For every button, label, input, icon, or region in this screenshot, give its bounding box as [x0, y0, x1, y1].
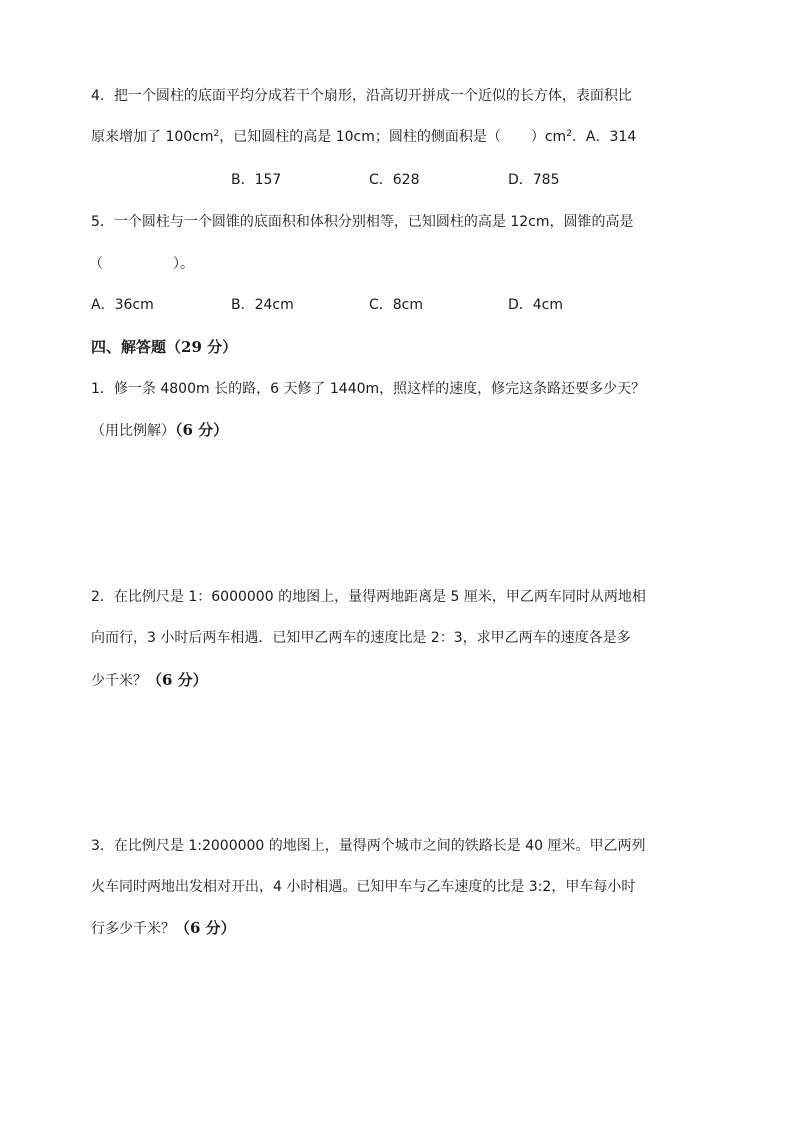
p2-score: （6 分） [147, 671, 208, 689]
q5-option-c: C．8cm [369, 297, 424, 313]
q4-text-b: ，已知圆柱的高是 10cm；圆柱的侧面积是（ [219, 129, 501, 145]
p1-line-1: 1．修一条 4800m 长的路，6 天修了 1440m，照这样的速度，修完这条路还要多少天？ [91, 381, 646, 397]
q5-line-2 [89, 254, 194, 274]
p3-text: 行多少千米？ [91, 921, 175, 937]
q4-text-c: ）cm [530, 129, 567, 145]
q5-option-b: B．24cm [231, 297, 294, 313]
p3-score: （6 分） [175, 919, 236, 937]
q5-paren-open: （ [89, 256, 103, 272]
p3-line-3 [91, 918, 236, 939]
q4-sup-1: 2 [213, 129, 220, 139]
p1-method: （用比例解） [91, 423, 175, 439]
p1-line-2 [91, 420, 228, 441]
p2-text: 少千米？ [91, 673, 147, 689]
q4-sup-2: 2 [566, 129, 572, 139]
q4-text-a: 原来增加了 100cm [91, 129, 214, 145]
p2-line-2: 向而行，3 小时后两车相遇．已知甲乙两车的速度比是 2：3，求甲乙两车的速度各是多 [91, 630, 631, 646]
q5-line-1: 5．一个圆柱与一个圆锥的底面积和体积分别相等，已知圆柱的高是 12cm，圆锥的高是 [91, 214, 634, 230]
q5-option-d: D．4cm [508, 297, 564, 313]
section-heading [91, 337, 237, 357]
q4-line-1: 4．把一个圆柱的底面平均分成若干个扇形，沿高切开拼成一个近似的长方体，表面积比 [91, 88, 632, 104]
p1-score: （6 分） [175, 421, 229, 439]
q5-option-a: A．36cm [91, 297, 154, 313]
q5-paren-close: ）。 [173, 256, 194, 272]
p2-line-3 [91, 670, 208, 691]
q4-line-2 [91, 127, 636, 147]
q4-option-c: C．628 [369, 172, 420, 188]
q4-option-d: D．785 [508, 172, 560, 188]
p2-line-1: 2．在比例尺是 1：6000000 的地图上，量得两地距离是 5 厘米，甲乙两车同时从两地相 [91, 589, 646, 605]
p3-line-2: 火车同时两地出发相对开出，4 小时相遇。已知甲车与乙车速度的比是 3:2，甲车每小时 [91, 879, 636, 895]
section-title: 四、解答题 [91, 338, 167, 356]
section-score: （29 分） [166, 338, 238, 356]
q4-text-d: ．A．314 [571, 129, 637, 145]
p3-line-1: 3．在比例尺是 1:2000000 的地图上，量得两个城市之间的铁路长是 40 厘米。甲乙两列 [91, 838, 646, 854]
q4-option-b: B．157 [231, 172, 282, 188]
